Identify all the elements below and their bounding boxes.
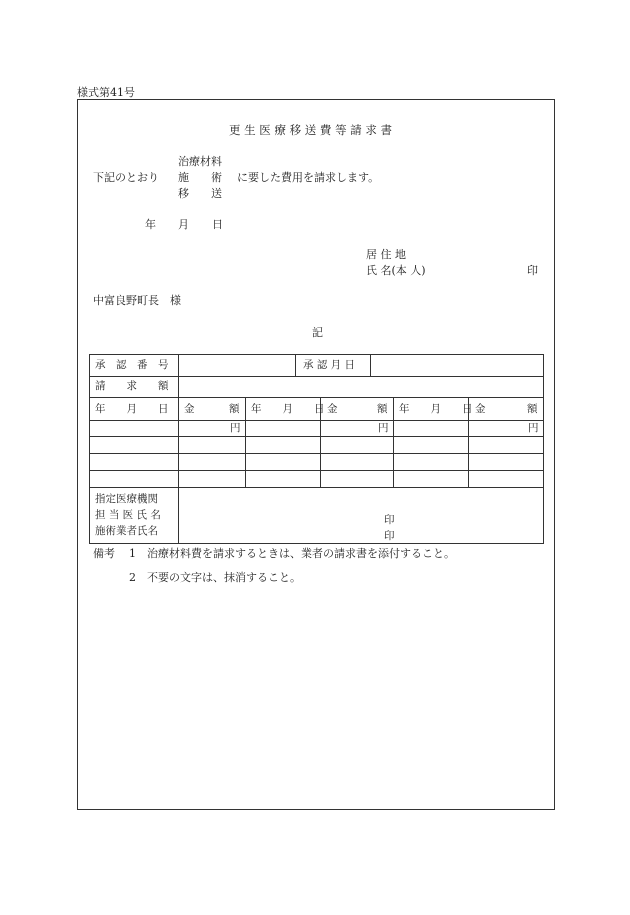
notes-label: 備考 (93, 547, 115, 560)
intro-option-transport: 移 送 (178, 187, 222, 200)
form-number: 様式第41号 (77, 86, 135, 99)
intro-suffix: に要した費用を請求します。 (237, 171, 380, 184)
yen-unit: 円 (378, 422, 389, 434)
claim-amount-label: 請 求 額 (95, 380, 169, 392)
practitioner-seal: 印 (384, 530, 395, 542)
addressee: 中富良野町長 様 (93, 294, 181, 307)
date-day: 日 (212, 218, 223, 231)
note-text: 不要の文字は、抹消すること。 (147, 571, 301, 584)
col-amount-label: 額 (527, 403, 538, 415)
address-label: 居 住 地 (366, 248, 406, 261)
applicant-seal: 印 (527, 264, 538, 277)
intro-option-material: 治療材料 (178, 155, 222, 168)
table-border-right (543, 354, 544, 544)
approval-date-label: 承 認 月 日 (303, 359, 356, 371)
approval-number-label: 承 認 番 号 (95, 359, 169, 371)
date-year: 年 (145, 218, 156, 231)
name-label: 氏 名(本 人) (366, 264, 426, 277)
table-border-top (89, 354, 544, 355)
ki-mark: 記 (312, 326, 323, 339)
table-rule (89, 397, 544, 398)
table-col-rule (393, 397, 394, 488)
note-number: 1 (129, 547, 136, 560)
table-rule (89, 470, 544, 471)
table-col-rule (295, 354, 296, 377)
col-date-label: 年 月 日 (95, 403, 169, 415)
table-border-left (89, 354, 90, 544)
yen-unit: 円 (528, 422, 539, 434)
table-col-rule (370, 354, 371, 377)
claim-table (89, 354, 544, 544)
date-month: 月 (178, 218, 189, 231)
table-rule (89, 487, 544, 488)
col-amount-label: 額 (229, 403, 240, 415)
table-col-rule (245, 397, 246, 488)
intro-option-treatment: 施 術 (178, 171, 222, 184)
form-title: 更 生 医 療 移 送 費 等 請 求 書 (229, 123, 393, 137)
doctor-seal: 印 (384, 514, 395, 526)
col-amount-label: 金 (184, 403, 195, 415)
col-amount-label: 額 (377, 403, 388, 415)
practitioner-label: 施術業者氏名 (95, 525, 158, 537)
note-text: 治療材料費を請求するときは、業者の請求書を添付すること。 (147, 547, 455, 560)
col-amount-label: 金 (327, 403, 338, 415)
note-number: 2 (129, 571, 136, 584)
table-rule (89, 436, 544, 437)
col-amount-label: 金 (475, 403, 486, 415)
table-rule (89, 453, 544, 454)
yen-unit: 円 (230, 422, 241, 434)
institution-label: 指定医療機関 (95, 493, 158, 505)
table-col-rule (178, 354, 179, 544)
doctor-label: 担 当 医 氏 名 (95, 509, 161, 521)
table-rule (89, 420, 544, 421)
table-border-bottom (89, 543, 544, 544)
table-rule (89, 376, 544, 377)
intro-prefix: 下記のとおり (93, 171, 159, 184)
col-date-label: 年 月 日 (251, 403, 325, 415)
col-date-label: 年 月 日 (399, 403, 473, 415)
